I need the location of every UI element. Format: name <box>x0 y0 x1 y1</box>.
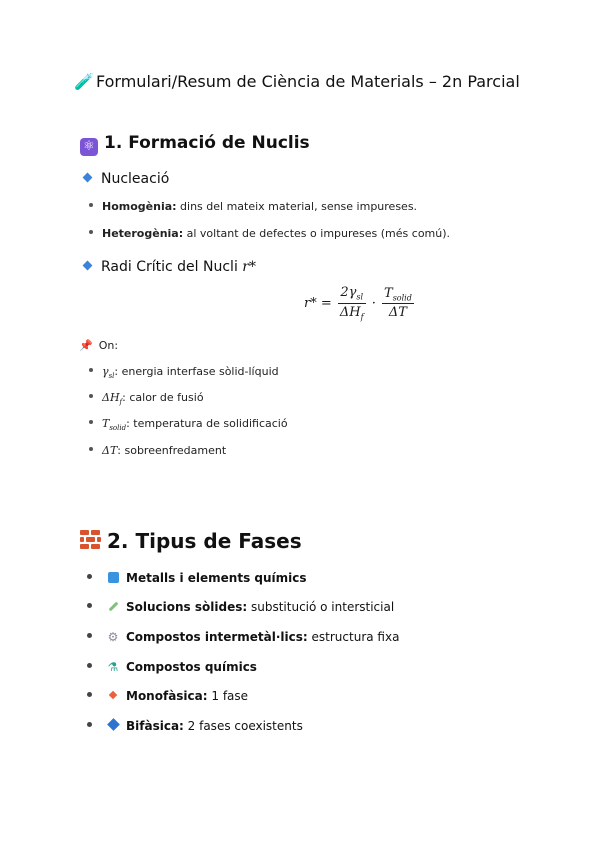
bullet-icon <box>89 368 93 372</box>
term: Compostos intermetàl·lics: <box>126 630 308 644</box>
list-item <box>89 226 450 241</box>
term: Bifàsica: <box>126 719 184 733</box>
nucleacio-heading <box>84 170 169 188</box>
phase-item <box>87 628 399 646</box>
bullet-icon <box>89 420 93 424</box>
definition-item <box>89 416 288 436</box>
list-item <box>89 199 417 214</box>
bullet-icon <box>87 574 92 579</box>
gear-icon: ⚙ <box>107 630 119 644</box>
description: 1 fase <box>207 689 249 703</box>
flask-icon: ⚗ <box>107 660 119 674</box>
description: al voltant de defectes o impureses (més comú). <box>183 227 451 240</box>
on-label <box>79 338 118 353</box>
description: 2 fases coexistents <box>183 719 303 733</box>
on-label-text: On: <box>98 339 119 352</box>
definition-item <box>89 364 279 384</box>
blue-diamond-icon <box>83 173 93 183</box>
definition-item <box>89 443 226 458</box>
bullet-icon <box>89 447 93 451</box>
test-tube-icon: 🧪 <box>74 72 94 91</box>
term: Metalls i elements químics <box>126 571 307 585</box>
bullet-icon <box>87 663 92 668</box>
nucleacio-heading-text: Nucleació <box>101 171 170 187</box>
symbol: ΔT <box>102 444 118 457</box>
large-blue-diamond-icon <box>106 717 120 735</box>
symbol: $T_{solid}$ <box>102 417 127 433</box>
atom-icon: ⚛ <box>80 138 98 156</box>
critical-radius-formula <box>304 285 416 325</box>
symbol: $\gamma_{sl}$ <box>102 365 115 381</box>
symbol: $\Delta H_f$ <box>102 391 123 407</box>
small-orange-diamond-icon <box>106 687 120 705</box>
description: estructura fixa <box>307 630 400 644</box>
radi-critic-heading-text: Radi Crític del Nucli <box>101 259 243 275</box>
bullet-icon <box>89 230 93 234</box>
fraction-1: $\frac{2\gamma_{sl}}{\Delta H_f}$ <box>339 285 364 322</box>
term: Heterogènia: <box>102 227 184 240</box>
brick-icon <box>80 529 101 550</box>
description: substitució o intersticial <box>247 600 395 614</box>
section-1-heading-text: 1. Formació de Nuclis <box>104 133 310 153</box>
bullet-icon <box>87 722 92 727</box>
test-tube-icon <box>106 598 120 616</box>
radi-critic-heading <box>84 258 256 276</box>
formula-dot: · <box>371 295 376 311</box>
bullet-icon <box>87 633 92 638</box>
definition-item <box>89 390 204 410</box>
section-2-heading-text: 2. Tipus de Fases <box>107 529 302 553</box>
description: : energia interfase sòlid-líquid <box>114 365 279 378</box>
phase-item <box>87 717 303 735</box>
description: : temperatura de solidificació <box>126 417 288 430</box>
bullet-icon <box>87 692 92 697</box>
document-title-text: Formulari/Resum de Ciència de Materials – 2n Parcial <box>96 72 520 91</box>
pushpin-icon: 📌 <box>79 339 93 352</box>
radius-symbol: r* <box>242 259 256 275</box>
bullet-icon <box>87 603 92 608</box>
section-2-heading <box>80 528 302 554</box>
phase-item <box>87 687 248 705</box>
bullet-icon <box>89 203 93 207</box>
blue-diamond-icon <box>83 261 93 271</box>
description: dins del mateix material, sense impureses. <box>176 200 418 213</box>
term: Solucions sòlides: <box>126 600 248 614</box>
term: Monofàsica: <box>126 689 208 703</box>
term: Compostos químics <box>126 660 257 674</box>
section-1-heading <box>80 132 310 156</box>
cube-icon <box>106 569 120 587</box>
bullet-icon <box>89 394 93 398</box>
phase-item <box>87 598 394 616</box>
document-title <box>74 72 520 92</box>
fraction-2: $\frac{T_{solid}}{\Delta T}$ <box>384 285 412 321</box>
description: : calor de fusió <box>122 391 204 404</box>
phase-item <box>87 569 307 587</box>
term: Homogènia: <box>102 200 177 213</box>
formula-lhs: r* = <box>304 295 332 311</box>
description: : sobreenfredament <box>117 444 227 457</box>
phase-item <box>87 658 257 676</box>
